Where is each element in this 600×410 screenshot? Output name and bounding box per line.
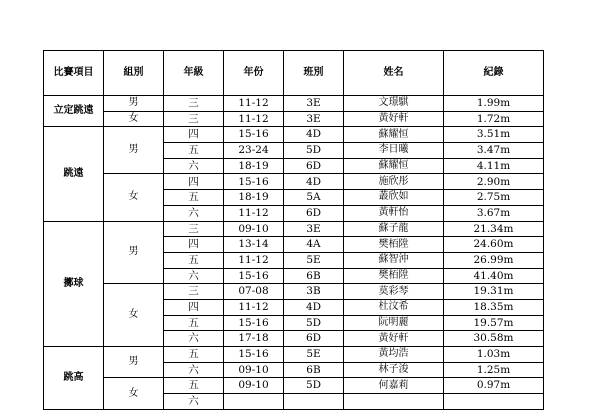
name-cell: 文璟騏 [344,96,444,112]
name-cell: 阮明麗 [344,315,444,331]
record-cell: 41.40m [444,268,544,284]
record-cell: 21.34m [444,221,544,237]
class-cell: 5A [284,190,344,206]
gender-cell: 女 [104,174,164,221]
grade-cell: 六 [164,268,224,284]
class-cell: 6B [284,268,344,284]
header-grade: 年級 [164,51,224,96]
gender-cell: 男 [104,221,164,284]
grade-cell: 五 [164,378,224,394]
class-cell: 5E [284,347,344,363]
name-cell [344,394,444,410]
grade-cell: 五 [164,143,224,159]
class-cell: 3E [284,221,344,237]
class-cell: 3E [284,96,344,112]
name-cell: 樊栢陞 [344,237,444,253]
class-cell: 6D [284,158,344,174]
grade-cell: 六 [164,331,224,347]
event-cell: 立定跳遠 [44,96,104,127]
record-cell: 1.03m [444,347,544,363]
year-cell: 09-10 [224,221,284,237]
grade-cell: 五 [164,347,224,363]
header-year: 年份 [224,51,284,96]
grade-cell: 五 [164,190,224,206]
record-cell: 19.57m [444,315,544,331]
record-cell: 3.51m [444,127,544,143]
name-cell: 莫彩琴 [344,284,444,300]
class-cell: 4A [284,237,344,253]
name-cell: 施欣彤 [344,174,444,190]
grade-cell: 四 [164,237,224,253]
table-row [44,111,544,127]
name-cell: 蘇耀恒 [344,158,444,174]
year-cell: 15-16 [224,347,284,363]
gender-cell: 男 [104,347,164,378]
grade-cell: 四 [164,299,224,315]
class-cell: 3B [284,284,344,300]
name-cell: 樊栢陞 [344,268,444,284]
grade-cell: 三 [164,221,224,237]
class-cell [284,394,344,410]
name-cell: 蘇子龍 [344,221,444,237]
name-cell: 黃好軒 [344,111,444,127]
name-cell: 杜汶希 [344,299,444,315]
year-cell: 18-19 [224,158,284,174]
event-cell: 跳遠 [44,127,104,221]
table-body [44,96,544,410]
grade-cell: 六 [164,158,224,174]
header-record: 紀錄 [444,51,544,96]
year-cell: 15-16 [224,268,284,284]
gender-cell: 女 [104,111,164,127]
header-group: 組別 [104,51,164,96]
name-cell: 叢欣如 [344,190,444,206]
table-row [44,96,544,112]
grade-cell: 三 [164,96,224,112]
class-cell: 4D [284,299,344,315]
name-cell: 何嘉莉 [344,378,444,394]
year-cell: 09-10 [224,378,284,394]
table-row [44,221,544,237]
class-cell: 4D [284,127,344,143]
class-cell: 3E [284,111,344,127]
event-cell: 擲球 [44,221,104,347]
year-cell: 07-08 [224,284,284,300]
record-cell: 1.72m [444,111,544,127]
record-cell: 4.11m [444,158,544,174]
record-cell: 1.99m [444,96,544,112]
record-cell: 2.75m [444,190,544,206]
grade-cell: 五 [164,315,224,331]
grade-cell: 三 [164,284,224,300]
name-cell: 李日曦 [344,143,444,159]
grade-cell: 三 [164,111,224,127]
record-cell: 18.35m [444,299,544,315]
year-cell: 11-12 [224,252,284,268]
record-cell: 3.47m [444,143,544,159]
year-cell: 13-14 [224,237,284,253]
record-cell: 24.60m [444,237,544,253]
name-cell: 蘇耀恒 [344,127,444,143]
year-cell: 11-12 [224,205,284,221]
name-cell: 林子浚 [344,362,444,378]
class-cell: 5E [284,252,344,268]
name-cell: 蘇智沖 [344,252,444,268]
year-cell: 15-16 [224,315,284,331]
record-cell: 0.97m [444,378,544,394]
gender-cell: 男 [104,127,164,174]
name-cell: 黃好軒 [344,331,444,347]
record-cell: 2.90m [444,174,544,190]
header-name: 姓名 [344,51,444,96]
record-cell [444,394,544,410]
class-cell: 6B [284,362,344,378]
header-row [44,51,544,96]
class-cell: 5D [284,315,344,331]
header-event: 比賽項目 [44,51,104,96]
grade-cell: 六 [164,394,224,410]
grade-cell: 四 [164,127,224,143]
records-table [43,50,544,410]
year-cell: 17-18 [224,331,284,347]
gender-cell: 女 [104,284,164,347]
class-cell: 5D [284,143,344,159]
event-cell: 跳高 [44,347,104,410]
header-class: 班別 [284,51,344,96]
year-cell: 15-16 [224,127,284,143]
record-cell: 3.67m [444,205,544,221]
year-cell: 11-12 [224,96,284,112]
grade-cell: 六 [164,205,224,221]
year-cell: 11-12 [224,299,284,315]
record-cell: 30.58m [444,331,544,347]
class-cell: 4D [284,174,344,190]
name-cell: 黃軒怡 [344,205,444,221]
class-cell: 5D [284,378,344,394]
year-cell: 11-12 [224,111,284,127]
gender-cell: 男 [104,96,164,112]
year-cell: 15-16 [224,174,284,190]
table-row [44,127,544,143]
name-cell: 黃均浩 [344,347,444,363]
record-cell: 1.25m [444,362,544,378]
record-cell: 26.99m [444,252,544,268]
class-cell: 6D [284,205,344,221]
year-cell: 09-10 [224,362,284,378]
year-cell: 23-24 [224,143,284,159]
gender-cell: 女 [104,378,164,409]
grade-cell: 五 [164,252,224,268]
class-cell: 6D [284,331,344,347]
table-row [44,378,544,394]
grade-cell: 六 [164,362,224,378]
table-row [44,174,544,190]
year-cell [224,394,284,410]
record-cell: 19.31m [444,284,544,300]
table-row [44,284,544,300]
grade-cell: 四 [164,174,224,190]
year-cell: 18-19 [224,190,284,206]
table-row [44,347,544,363]
